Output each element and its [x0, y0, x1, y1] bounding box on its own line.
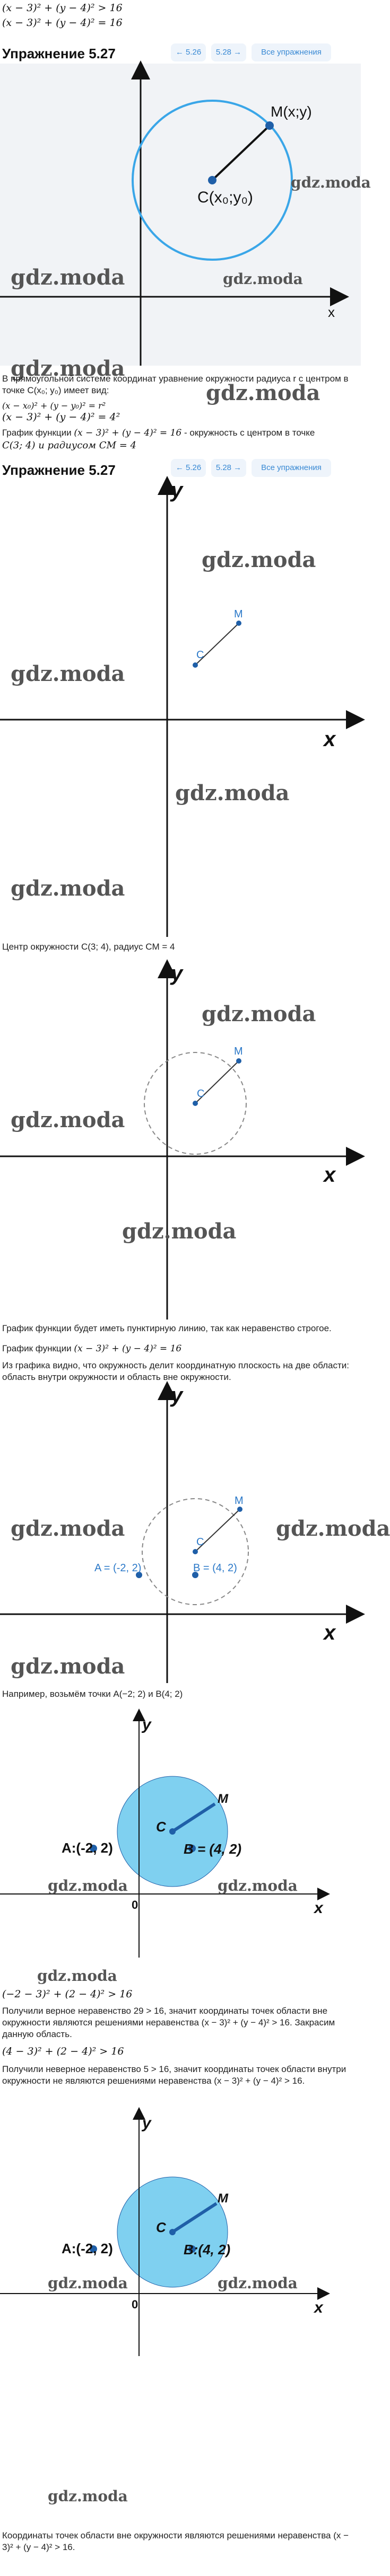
calculation-point-b: (4 − 3)² + (2 − 4)² > 16	[2, 2046, 124, 2057]
label-m: M	[218, 1792, 228, 1806]
paragraph-graph-description: График функции (x − 3)² + (y − 4)² = 16 - окружность с центром в точке	[2, 428, 315, 438]
center-point	[208, 176, 216, 184]
axis-x-label: x	[314, 2299, 323, 2316]
watermark: gdz.moda	[11, 356, 125, 381]
point-m	[236, 621, 241, 626]
label-c: C	[196, 1536, 204, 1548]
paragraph-equation-intro: В прямоугольной системе координат уравнение окружности радиуса r с центром в точке C(x₀; y₀) имеет вид:	[2, 374, 349, 395]
watermark: gdz.moda	[11, 661, 125, 686]
prev-exercise-button[interactable]: ← 5.26	[171, 43, 206, 61]
axis-y-label: y	[171, 479, 183, 502]
watermark: gdz.moda	[48, 2488, 128, 2505]
calculation-point-a: (−2 − 3)² + (2 − 4)² > 16	[2, 1988, 133, 2000]
all-exercises-button[interactable]: Все упражнения	[252, 43, 331, 61]
formula-general: (x − x₀)² + (y − y₀)² = r²	[2, 401, 106, 411]
axis-x-label: x	[314, 1899, 323, 1917]
watermark: gdz.moda	[206, 380, 320, 405]
watermark: gdz.moda	[11, 876, 125, 901]
radius-line	[212, 126, 270, 180]
center-point	[193, 1549, 198, 1554]
label-c: C	[156, 1819, 166, 1835]
watermark: gdz.moda	[291, 174, 371, 191]
label-c: C	[156, 2219, 166, 2235]
paragraph-dashed-line: График функции будет иметь пунктирную линию, так как неравенство строгое.	[2, 1323, 332, 1333]
label-c: C(x₀;y₀)	[197, 189, 253, 206]
center-point	[193, 662, 198, 668]
paragraph-inside-not-solution: Получили неверное неравенство 5 > 16, значит координаты точек области внутри окружности не являются решениями неравенства (x − 3)² + (y − 4)² > 16.	[2, 2064, 346, 2086]
label-point-a: A:(-2, 2)	[62, 2241, 113, 2256]
formula-specific: (x − 3)² + (y − 4)² = 4²	[2, 411, 120, 423]
watermark: gdz.moda	[218, 1877, 298, 1895]
label-point-b: B = (4, 2)	[193, 1562, 237, 1574]
section-title: Упражнение 5.27	[2, 462, 116, 478]
axis-x-label: x	[328, 304, 335, 320]
figure-test-points	[0, 1384, 390, 1683]
point-m	[237, 1507, 242, 1512]
section-title: Упражнение 5.27	[2, 46, 116, 61]
paragraph-conclusion: Координаты точек области вне окружности являются решениями неравенства (x − 3)² + (y − 4)² > 16.	[2, 2530, 349, 2552]
figure-radius-cm	[0, 481, 361, 937]
intro-equation: (x − 3)² + (y − 4)² = 16	[2, 17, 123, 29]
paragraph-two-regions: Из графика видно, что окружность делит координатную плоскость на две области: область внутри окружности и область вне окружности.	[2, 1360, 350, 1382]
watermark: gdz.moda	[122, 1219, 237, 1244]
paragraph-function-graph: График функции (x − 3)² + (y − 4)² = 16	[2, 1343, 182, 1354]
watermark: gdz.moda	[175, 781, 290, 805]
axis-x-label: x	[324, 728, 336, 751]
figure-circle-general	[0, 64, 371, 366]
center-point	[169, 1828, 176, 1835]
figure-6-svg	[0, 2107, 361, 2356]
paragraph-center-radius: C(3; 4) и радиусом CM = 4	[2, 440, 136, 451]
figure-dashed-circle	[0, 964, 361, 1320]
center-point	[193, 1101, 198, 1106]
watermark: gdz.moda	[37, 1967, 117, 1985]
watermark: gdz.moda	[202, 1002, 316, 1026]
figure-final-shaded	[0, 2107, 361, 2356]
watermark: gdz.moda	[48, 1877, 128, 1895]
label-origin: 0	[132, 2298, 138, 2311]
label-point-a: A = (-2, 2)	[94, 1562, 142, 1574]
label-c: C	[196, 649, 204, 661]
label-m: M	[234, 1046, 243, 1057]
axis-y-label: y	[142, 2114, 151, 2132]
axis-x-label: x	[324, 1621, 336, 1644]
watermark: gdz.moda	[276, 1516, 390, 1541]
watermark: gdz.moda	[11, 1108, 125, 1132]
point-m	[265, 121, 274, 130]
label-m: M	[235, 1495, 244, 1507]
label-point-b: B:(4, 2)	[184, 2242, 231, 2258]
point-m	[236, 1058, 241, 1064]
label-origin: 0	[132, 1898, 138, 1911]
watermark: gdz.moda	[48, 2274, 128, 2292]
axis-y-label: y	[142, 1716, 151, 1733]
watermark: gdz.moda	[202, 547, 316, 572]
axis-y-label: y	[171, 962, 183, 985]
figure-1-svg	[0, 64, 361, 366]
axis-y-label: y	[171, 1384, 183, 1407]
paragraph-example-points: Например, возьмём точки A(−2; 2) и B(4; 2)	[2, 1689, 183, 1699]
label-m: M	[234, 608, 243, 620]
center-point	[169, 2229, 176, 2235]
watermark: gdz.moda	[11, 1654, 125, 1679]
next-exercise-button[interactable]: 5.28 →	[211, 459, 246, 477]
next-exercise-button[interactable]: 5.28 →	[211, 43, 246, 61]
label-m: M(x;y)	[271, 103, 312, 120]
watermark: gdz.moda	[11, 265, 125, 290]
all-exercises-button[interactable]: Все упражнения	[252, 459, 331, 477]
watermark: gdz.moda	[223, 270, 303, 288]
prev-exercise-button[interactable]: ← 5.26	[171, 459, 206, 477]
watermark: gdz.moda	[218, 2274, 298, 2292]
label-m: M	[218, 2191, 228, 2206]
figure-shaded-circle	[0, 1709, 361, 1958]
axis-x-label: x	[324, 1163, 336, 1187]
label-point-b: B = (4, 2)	[184, 1841, 242, 1857]
label-point-a: A:(-2, 2)	[62, 1840, 113, 1856]
paragraph-outside-solution: Получили верное неравенство 29 > 16, значит координаты точек области вне окружности являются решениями неравенства (x − 3)² + (y − 4)² > 16. Закрасим данную область.	[2, 2006, 335, 2039]
figure-5-svg	[0, 1709, 361, 1958]
label-c: C	[197, 1088, 205, 1100]
watermark: gdz.moda	[11, 1516, 125, 1541]
intro-inequality: (x − 3)² + (y − 4)² > 16	[2, 2, 123, 14]
caption-center-radius: Центр окружности C(3; 4), радиус CM = 4	[2, 942, 175, 952]
